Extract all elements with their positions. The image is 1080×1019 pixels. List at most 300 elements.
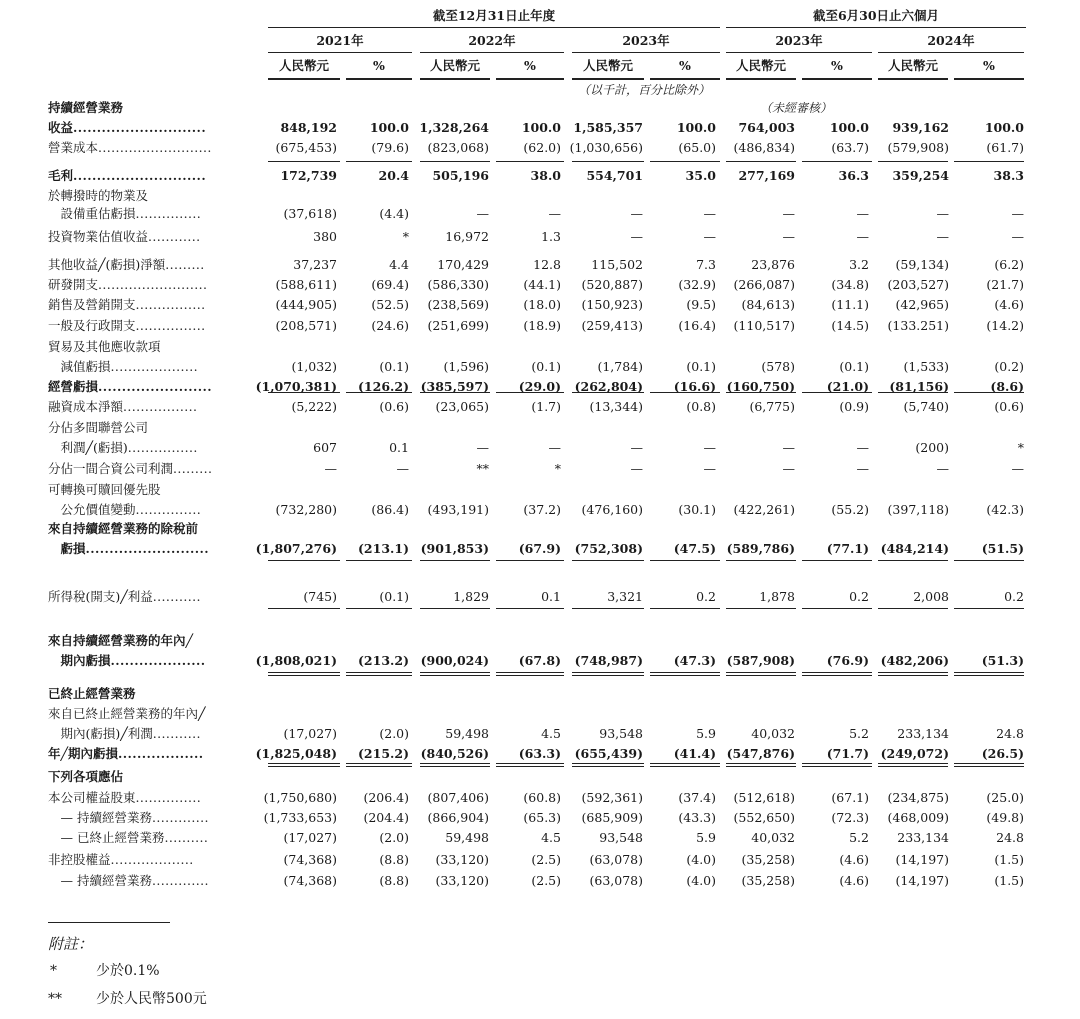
row-value-cell: (35,258) <box>741 873 795 888</box>
row-value-cell: 3,321 <box>607 589 643 604</box>
note-unaudited: （未經審核） <box>760 101 833 115</box>
row-value-cell: (238,569) <box>427 297 489 312</box>
row-value-cell: (0.1) <box>839 359 869 374</box>
row-value-cell: (160,750) <box>726 379 795 394</box>
header-group-six-months: 截至6月30日止六個月 <box>812 8 940 23</box>
header-rule-2021 <box>268 52 412 53</box>
row-value-cell: (60.8) <box>523 790 561 805</box>
row-value-cell: (208,571) <box>275 318 337 333</box>
subtotal-rule <box>496 161 564 162</box>
row-value-cell: — <box>703 206 716 221</box>
header-year-2024-six-months: 2024年 <box>927 33 975 48</box>
row-value-cell: — <box>1011 461 1024 476</box>
row-value-cell: (65.0) <box>678 140 716 155</box>
row-value-cell: 380 <box>313 229 337 244</box>
row-value-cell: (14,197) <box>895 873 949 888</box>
row-value-cell: 5.2 <box>849 830 869 845</box>
row-value-cell: — <box>476 440 489 455</box>
row-value-cell: — <box>703 440 716 455</box>
row-value-cell: (63.7) <box>831 140 869 155</box>
row-label-text: 分佔一間合資公司利潤 <box>48 461 174 476</box>
row-value-cell: (72.3) <box>831 810 869 825</box>
row-value-cell: 277,169 <box>738 168 795 183</box>
row-value-cell: (520,887) <box>581 277 643 292</box>
subheader-pct: % <box>679 58 691 73</box>
footnote-mark-2: ** <box>48 991 62 1007</box>
total-double-rule-second <box>650 766 720 767</box>
row-label <box>48 440 198 456</box>
row-value-cell: 93,548 <box>599 726 643 741</box>
row-label <box>48 589 201 605</box>
row-value-cell: 100.0 <box>676 120 716 135</box>
row-label <box>48 541 209 557</box>
row-label-dot-leader: ........... <box>152 726 201 741</box>
row-label-dot-leader: .......... <box>164 830 209 845</box>
row-label-text: 來自持續經營業務的除稅前 <box>48 521 199 536</box>
row-value-cell: — <box>782 461 795 476</box>
row-value-cell: (65.3) <box>523 810 561 825</box>
subtotal-rule <box>268 161 340 162</box>
row-value-cell: (1,032) <box>291 359 337 374</box>
row-label-dot-leader: ................... <box>110 852 194 867</box>
row-value-cell: (512,618) <box>733 790 795 805</box>
subtotal-rule <box>802 392 872 393</box>
subtotal-rule <box>802 560 872 561</box>
row-label <box>48 297 206 313</box>
row-value-cell: (25.0) <box>986 790 1024 805</box>
row-value-cell: (4.4) <box>379 206 409 221</box>
row-value-cell: (9.5) <box>686 297 716 312</box>
row-value-cell: (42.3) <box>986 502 1024 517</box>
subtotal-rule <box>650 161 720 162</box>
total-double-rule-second <box>954 766 1024 767</box>
row-label <box>48 873 209 889</box>
row-value-cell: 40,032 <box>751 726 795 741</box>
row-label <box>48 168 206 184</box>
total-double-rule <box>802 672 872 673</box>
row-value-cell: (81,156) <box>889 379 949 394</box>
row-value-cell: (752,308) <box>574 541 643 556</box>
row-label-text: 毛利 <box>48 168 74 183</box>
total-double-rule <box>726 672 796 673</box>
subtotal-rule <box>878 608 948 609</box>
subheader-rule <box>802 78 872 80</box>
row-label-text: 公允價值變動 <box>48 502 136 517</box>
row-label <box>48 379 212 395</box>
row-value-cell: (866,904) <box>427 810 489 825</box>
row-value-cell: (592,361) <box>581 790 643 805</box>
total-double-rule-second <box>878 766 948 767</box>
subtotal-rule <box>954 392 1024 393</box>
subtotal-rule <box>346 560 412 561</box>
row-value-cell: 1,328,264 <box>419 120 489 135</box>
row-value-cell: (47.5) <box>673 541 716 556</box>
row-value-cell: * <box>1017 440 1024 455</box>
row-value-cell: (1.5) <box>994 852 1024 867</box>
subtotal-rule <box>650 392 720 393</box>
row-value-cell: (44.1) <box>523 277 561 292</box>
row-value-cell: (1,750,680) <box>263 790 337 805</box>
row-value-cell: (37.2) <box>523 502 561 517</box>
subheader-unit: 人民幣元 <box>278 58 329 73</box>
row-value-cell: (234,875) <box>887 790 949 805</box>
row-value-cell: (397,118) <box>887 502 949 517</box>
row-value-cell: (21.7) <box>986 277 1024 292</box>
row-label-text: 虧損 <box>48 541 86 556</box>
row-value-cell: 115,502 <box>591 257 643 272</box>
row-value-cell: 59,498 <box>445 726 489 741</box>
row-value-cell: (259,413) <box>581 318 643 333</box>
subtotal-rule <box>954 161 1024 162</box>
row-value-cell: 1,585,357 <box>573 120 643 135</box>
header-rule-full-year <box>268 27 720 28</box>
row-label-dot-leader: ............... <box>135 790 202 805</box>
row-label <box>48 229 201 245</box>
row-label-text: 收益 <box>48 120 74 135</box>
row-value-cell: (1.7) <box>531 399 561 414</box>
row-value-cell: (4.0) <box>686 873 716 888</box>
row-label-dot-leader: ................ <box>135 297 206 312</box>
total-double-rule <box>954 763 1024 764</box>
row-label <box>48 120 206 136</box>
row-value-cell: (745) <box>303 589 337 604</box>
row-value-cell: (77.1) <box>826 541 869 556</box>
row-value-cell: 36.3 <box>838 168 869 183</box>
subtotal-rule <box>420 608 490 609</box>
subtotal-rule <box>420 392 490 393</box>
row-value-cell: 38.0 <box>530 168 561 183</box>
subtotal-rule <box>268 560 340 561</box>
row-value-cell: 4.5 <box>541 726 561 741</box>
row-value-cell: 7.3 <box>696 257 716 272</box>
total-double-rule <box>420 763 490 764</box>
total-double-rule <box>496 763 564 764</box>
row-value-cell: (67.1) <box>831 790 869 805</box>
footnote-title: 附註： <box>48 935 94 953</box>
total-double-rule-second <box>496 766 564 767</box>
subtotal-rule <box>268 608 340 609</box>
row-value-cell: (0.9) <box>839 399 869 414</box>
row-value-cell: (16.4) <box>678 318 716 333</box>
row-value-cell: (21.0) <box>826 379 869 394</box>
row-value-cell: 3.2 <box>849 257 869 272</box>
row-label-dot-leader: .................. <box>118 746 204 761</box>
row-label-dot-leader: ........... <box>152 589 201 604</box>
row-value-cell: — <box>476 206 489 221</box>
row-value-cell: (133.251) <box>887 318 949 333</box>
row-value-cell: (4.6) <box>994 297 1024 312</box>
row-value-cell: ** <box>476 461 489 476</box>
row-value-cell: (37,618) <box>283 206 337 221</box>
subtotal-rule <box>726 560 796 561</box>
row-value-cell: 37,237 <box>293 257 337 272</box>
row-label <box>48 830 208 846</box>
row-value-cell: (675,453) <box>275 140 337 155</box>
row-value-cell: (8.8) <box>379 873 409 888</box>
row-value-cell: (63.3) <box>518 746 561 761</box>
row-label <box>48 769 123 785</box>
row-value-cell: (1,733,653) <box>263 810 337 825</box>
row-label <box>48 359 198 375</box>
row-value-cell: — <box>630 229 643 244</box>
row-value-cell: (52.5) <box>371 297 409 312</box>
subheader-rule <box>650 78 720 80</box>
row-value-cell: 24.8 <box>996 726 1024 741</box>
subtotal-rule <box>878 161 948 162</box>
total-double-rule <box>420 672 490 673</box>
row-label-text: — 已終止經營業務 <box>48 830 165 845</box>
row-value-cell: 233,134 <box>897 830 949 845</box>
row-value-cell: 12.8 <box>533 257 561 272</box>
row-value-cell: (0.2) <box>994 359 1024 374</box>
row-value-cell: (74,368) <box>283 852 337 867</box>
row-value-cell: (8.8) <box>379 852 409 867</box>
row-value-cell: 2,008 <box>913 589 949 604</box>
row-label-text: 來自持續經營業務的年內╱ <box>48 633 194 648</box>
row-value-cell: 0.2 <box>849 589 869 604</box>
subtotal-rule <box>420 161 490 162</box>
row-value-cell: 1,878 <box>759 589 795 604</box>
row-value-cell: (685,909) <box>581 810 643 825</box>
row-value-cell: (35,258) <box>741 852 795 867</box>
row-value-cell: (655,439) <box>574 746 643 761</box>
row-label <box>48 257 205 273</box>
row-value-cell: 0.2 <box>696 589 716 604</box>
row-value-cell: 40,032 <box>751 830 795 845</box>
row-label-dot-leader: .................... <box>110 359 198 374</box>
row-value-cell: (215.2) <box>358 746 409 761</box>
row-value-cell: (2.5) <box>531 852 561 867</box>
row-value-cell: (422,261) <box>733 502 795 517</box>
row-value-cell: 554,701 <box>586 168 643 183</box>
note-thousands: （以千計，百分比除外） <box>578 83 711 97</box>
subheader-pct: % <box>983 58 995 73</box>
total-double-rule-second <box>268 766 340 767</box>
row-value-cell: (6,775) <box>749 399 795 414</box>
row-label-dot-leader: ............. <box>151 873 209 888</box>
row-label <box>48 140 212 156</box>
row-value-cell: (67.9) <box>518 541 561 556</box>
row-value-cell: — <box>856 229 869 244</box>
row-value-cell: 59,498 <box>445 830 489 845</box>
subtotal-rule <box>346 392 412 393</box>
row-label-text: 持續經營業務 <box>48 100 124 115</box>
row-label <box>48 746 204 762</box>
row-value-cell: 170,429 <box>437 257 489 272</box>
row-value-cell: (203,527) <box>887 277 949 292</box>
row-value-cell: (1,808,021) <box>255 653 337 668</box>
row-value-cell: (17,027) <box>283 726 337 741</box>
row-label <box>48 420 148 436</box>
row-label <box>48 521 198 537</box>
subtotal-rule <box>496 392 564 393</box>
row-value-cell: — <box>856 206 869 221</box>
row-label-dot-leader: ......................... <box>98 277 208 292</box>
row-value-cell: 5.2 <box>849 726 869 741</box>
row-label-text: 下列各項應佔 <box>48 769 124 784</box>
total-double-rule-second <box>346 675 412 676</box>
row-value-cell: (213.2) <box>358 653 409 668</box>
row-value-cell: (63,078) <box>589 873 643 888</box>
row-label-dot-leader: ............................ <box>73 120 207 135</box>
row-label-text: 營業成本 <box>48 140 99 155</box>
row-label-text: 設備重估虧損 <box>48 206 136 221</box>
row-label-dot-leader: .......................... <box>85 541 210 556</box>
row-label-dot-leader: ............ <box>148 229 201 244</box>
row-value-cell: 607 <box>313 440 337 455</box>
row-value-cell: (1,825,048) <box>255 746 337 761</box>
row-label-dot-leader: ............... <box>135 502 202 517</box>
row-value-cell: (62.0) <box>523 140 561 155</box>
row-value-cell: — <box>782 229 795 244</box>
row-value-cell: (589,786) <box>726 541 795 556</box>
row-value-cell: (63,078) <box>589 852 643 867</box>
row-value-cell: — <box>630 440 643 455</box>
row-value-cell: (2.0) <box>379 830 409 845</box>
total-double-rule-second <box>650 675 720 676</box>
total-double-rule-second <box>726 675 796 676</box>
row-value-cell: (126.2) <box>358 379 409 394</box>
row-value-cell: 0.1 <box>389 440 409 455</box>
header-group-full-year: 截至12月31日止年度 <box>432 8 556 23</box>
total-double-rule <box>878 672 948 673</box>
subtotal-rule <box>572 392 644 393</box>
row-value-cell: (49.8) <box>986 810 1024 825</box>
row-value-cell: (547,876) <box>726 746 795 761</box>
row-value-cell: — <box>630 206 643 221</box>
row-label <box>48 100 123 116</box>
row-label-text: 減值虧損 <box>48 359 111 374</box>
row-value-cell: (79.6) <box>371 140 409 155</box>
row-value-cell: (1,533) <box>903 359 949 374</box>
row-value-cell: (14.5) <box>831 318 869 333</box>
row-value-cell: (2.5) <box>531 873 561 888</box>
row-value-cell: — <box>936 206 949 221</box>
row-value-cell: — <box>396 461 409 476</box>
row-value-cell: (74,368) <box>283 873 337 888</box>
row-value-cell: (579,908) <box>887 140 949 155</box>
total-double-rule <box>954 672 1024 673</box>
row-value-cell: 4.4 <box>389 257 409 272</box>
row-label-text: 來自已終止經營業務的年內╱ <box>48 706 206 721</box>
header-year-2022: 2022年 <box>468 33 516 48</box>
row-label-text: 所得稅(開支)╱利益 <box>48 589 153 604</box>
subtotal-rule <box>878 392 948 393</box>
header-year-2023-six-months: 2023年 <box>775 33 823 48</box>
row-value-cell: (586,330) <box>427 277 489 292</box>
subheader-rule <box>420 78 490 80</box>
row-value-cell: — <box>548 206 561 221</box>
subtotal-rule <box>726 161 796 162</box>
row-value-cell: 38.3 <box>993 168 1024 183</box>
total-double-rule <box>726 763 796 764</box>
row-value-cell: (578) <box>761 359 795 374</box>
header-year-2023: 2023年 <box>622 33 670 48</box>
total-double-rule <box>572 763 644 764</box>
row-label <box>48 726 201 742</box>
row-value-cell: (901,853) <box>420 541 489 556</box>
row-label-text: 年╱期內虧損 <box>48 746 119 761</box>
row-value-cell: 23,876 <box>751 257 795 272</box>
row-value-cell: 100.0 <box>984 120 1024 135</box>
row-value-cell: (47.3) <box>673 653 716 668</box>
row-value-cell: — <box>782 440 795 455</box>
row-value-cell: (6.2) <box>994 257 1024 272</box>
row-label <box>48 633 193 649</box>
row-value-cell: 764,003 <box>738 120 795 135</box>
row-label-dot-leader: .................... <box>110 653 206 668</box>
row-value-cell: (150,923) <box>581 297 643 312</box>
row-value-cell: — <box>1011 229 1024 244</box>
row-label <box>48 706 206 722</box>
row-value-cell: (13,344) <box>589 399 643 414</box>
total-double-rule-second <box>420 766 490 767</box>
total-double-rule <box>802 763 872 764</box>
subtotal-rule <box>802 608 872 609</box>
row-value-cell: (76.9) <box>826 653 869 668</box>
row-value-cell: (476,160) <box>581 502 643 517</box>
subheader-rule <box>496 78 564 80</box>
subtotal-rule <box>954 560 1024 561</box>
row-value-cell: 5.9 <box>696 726 716 741</box>
total-double-rule-second <box>878 675 948 676</box>
row-value-cell: (8.6) <box>990 379 1024 394</box>
row-value-cell: 5.9 <box>696 830 716 845</box>
row-label-dot-leader: ............................ <box>73 168 207 183</box>
row-label-dot-leader: ......... <box>173 461 213 476</box>
row-label-text: 其他收益╱(虧損)淨額 <box>48 257 166 272</box>
row-value-cell: (17,027) <box>283 830 337 845</box>
row-value-cell: (249,072) <box>880 746 949 761</box>
row-value-cell: (33,120) <box>435 873 489 888</box>
subheader-rule <box>726 78 796 80</box>
row-label <box>48 318 206 334</box>
subtotal-rule <box>496 608 564 609</box>
subtotal-rule <box>726 392 796 393</box>
row-value-cell: (1,596) <box>443 359 489 374</box>
row-label <box>48 502 201 518</box>
row-label-text: 經營虧損 <box>48 379 99 394</box>
header-year-2021: 2021年 <box>316 33 364 48</box>
row-label-text: — 持續經營業務 <box>48 810 152 825</box>
row-value-cell: (1,070,381) <box>255 379 337 394</box>
row-label-dot-leader: ............. <box>151 810 209 825</box>
row-value-cell: (493,191) <box>427 502 489 517</box>
subtotal-rule <box>726 608 796 609</box>
row-value-cell: (16.6) <box>673 379 716 394</box>
row-value-cell: — <box>548 440 561 455</box>
row-label <box>48 188 148 204</box>
row-label <box>48 339 161 355</box>
row-value-cell: 16,972 <box>445 229 489 244</box>
row-value-cell: (2.0) <box>379 726 409 741</box>
row-value-cell: (385,597) <box>420 379 489 394</box>
row-value-cell: 1,829 <box>453 589 489 604</box>
row-value-cell: 100.0 <box>369 120 409 135</box>
subtotal-rule <box>572 608 644 609</box>
row-label <box>48 686 136 702</box>
row-value-cell: (552,650) <box>733 810 795 825</box>
row-value-cell: (14,197) <box>895 852 949 867</box>
row-value-cell: (0.6) <box>379 399 409 414</box>
total-double-rule <box>346 763 412 764</box>
row-value-cell: (213.1) <box>358 541 409 556</box>
row-value-cell: — <box>1011 206 1024 221</box>
row-label-text: 非控股權益 <box>48 852 111 867</box>
row-value-cell: 24.8 <box>996 830 1024 845</box>
footnote-mark-1: * <box>50 963 57 979</box>
total-double-rule <box>496 672 564 673</box>
